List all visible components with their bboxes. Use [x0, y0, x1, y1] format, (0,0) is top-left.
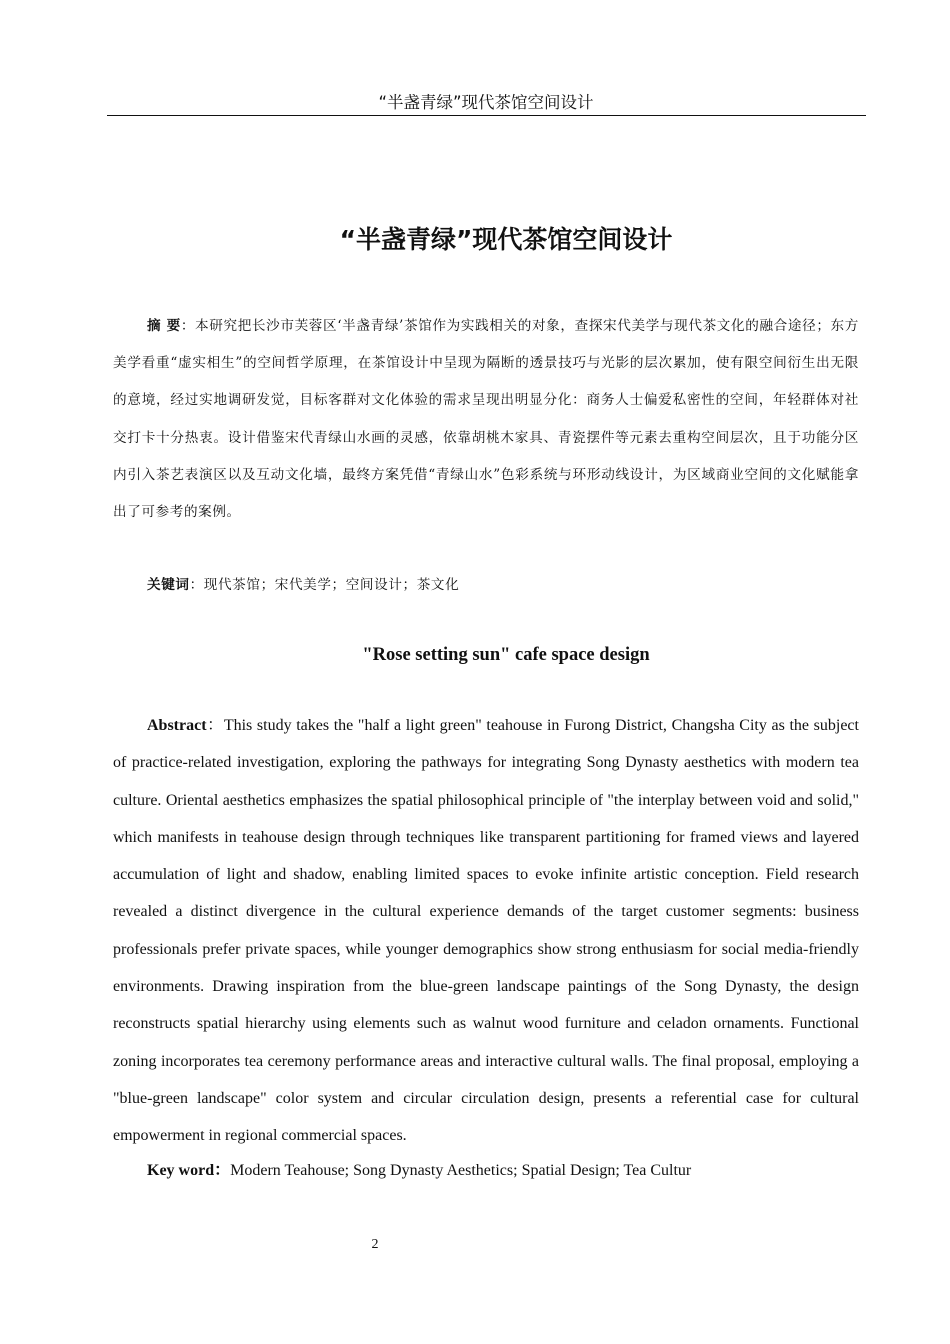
running-header: “半盏青绿”现代茶馆空间设计 [378, 93, 594, 112]
chinese-keywords-text: 现代茶馆；宋代美学；空间设计；茶文化 [203, 577, 460, 593]
chinese-abstract-label: 摘 要 [147, 318, 181, 334]
english-keywords-separator: ： [214, 1162, 231, 1179]
chinese-keywords-separator: ： [189, 577, 204, 593]
english-keywords-text: Modern Teahouse; Song Dynasty Aesthetics; Spatial Design; Tea Cultur [230, 1162, 692, 1179]
english-keywords-label: Key word [147, 1162, 215, 1179]
page-title: “半盏青绿”现代茶馆空间设计 [339, 225, 673, 254]
english-abstract-separator: ： [206, 717, 224, 734]
chinese-abstract [113, 308, 859, 531]
chinese-abstract-text: 本研究把长沙市芙蓉区‘半盏青绿’茶馆作为实践相关的对象，查探宋代美学与现代茶文化的融合途径；东方美学看重“虚实相生”的空间哲学原理，在茶馆设计中呈现为隔断的透景技巧与光影的层次累加，使有限空间衍生出无限的意境，经过实地调研发觉，目标客群对文化体验的需求呈现出明显分化：商务人士偏爱私密性的空间，年轻群体对社交打卡十分热衷。设计借鉴宋代青绿山水画的灵感，依靠胡桃木家具、青瓷摆件等元素去重构空间层次，且于功能分区内引入茶艺表演区以及互动文化墙，最终方案凭借“青绿山水”色彩系统与环形动线设计，为区域商业空间的文化赋能拿出了可参考的案例。 [113, 318, 859, 521]
chinese-keywords-label: 关键词 [147, 577, 190, 593]
english-abstract-label: Abstract [147, 717, 207, 734]
english-abstract-text: This study takes the "half a light green" teahouse in Furong District, Changsha City as the subject of practice-related investigation, exploring the pathways for integrating Song Dynasty aesthetics with modern tea culture. Oriental aesthetics emphasizes the spatial philosophical principle of "the interplay between void and solid," which manifests in teahouse design through techniques like transparent partitioning for framed views and layered accumulation of light and shadow, enabling limited spaces to evoke infinite artistic conception. Field research revealed a distinct divergence in the cultural experience demands of the target customer segments: business professionals prefer private spaces, while younger demographics show strong enthusiasm for social media-friendly environments. Drawing inspiration from the blue-green landscape paintings of the Song Dynasty, the design reconstructs spatial hierarchy using elements such as walnut wood furniture and celadon ornaments. Functional zoning incorporates tea ceremony performance areas and interactive cultural walls. The final proposal, employing a "blue-green landscape" color system and circular circulation design, presents a referential case for cultural empowerment in regional commercial spaces. [113, 717, 859, 1145]
english-title: "Rose setting sun" cafe space design [362, 645, 650, 665]
chinese-keywords [147, 567, 859, 604]
header-rule [107, 115, 866, 116]
chinese-abstract-separator: ： [180, 318, 196, 334]
english-keywords [147, 1152, 859, 1189]
page-number: 2 [371, 1237, 379, 1252]
english-abstract [113, 707, 859, 1155]
